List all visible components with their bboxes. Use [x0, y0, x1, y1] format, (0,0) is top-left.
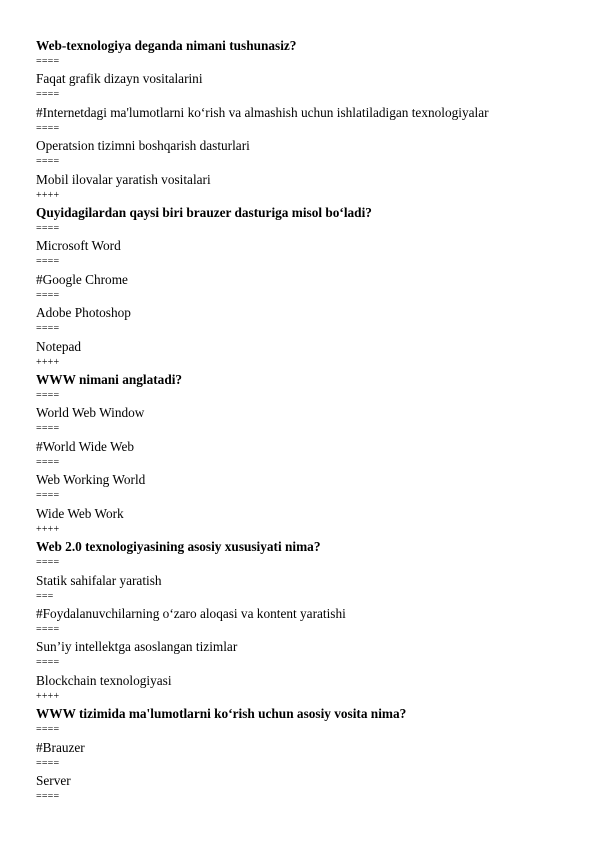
separator-marker: ==== — [36, 223, 60, 235]
separator-marker: ==== — [36, 557, 60, 569]
separator-marker: ==== — [36, 289, 60, 301]
question-text: WWW tizimida ma'lumotlarni ko‘rish uchun asosiy vosita nima? — [36, 706, 407, 722]
separator-marker: === — [36, 590, 54, 602]
answer-option: World Web Window — [36, 405, 145, 421]
separator-marker: ==== — [36, 89, 60, 101]
answer-option: Notepad — [36, 338, 82, 354]
separator-marker: ++++ — [36, 189, 60, 201]
separator-marker: ++++ — [36, 523, 60, 535]
answer-option: Statik sahifalar yaratish — [36, 572, 162, 588]
answer-option: Microsoft Word — [36, 238, 121, 254]
separator-marker: ==== — [36, 122, 60, 134]
question-text: Quyidagilardan qaysi biri brauzer dasturiga misol bo‘ladi? — [36, 205, 372, 221]
separator-marker: ==== — [36, 623, 60, 635]
answer-option: #Google Chrome — [36, 271, 128, 287]
answer-option: Adobe Photoshop — [36, 305, 131, 321]
answer-option: Web Working World — [36, 472, 146, 488]
answer-option: Blockchain texnologiyasi — [36, 672, 172, 688]
separator-marker: ==== — [36, 423, 60, 435]
separator-marker: ==== — [36, 657, 60, 669]
answer-option: #Foydalanuvchilarning o‘zaro aloqasi va kontent yaratishi — [36, 605, 346, 621]
answer-option: Mobil ilovalar yaratish vositalari — [36, 171, 211, 187]
question-text: Web-texnologiya deganda nimani tushunasiz? — [36, 38, 297, 53]
answer-option: #World Wide Web — [36, 438, 135, 454]
answer-option: #Brauzer — [36, 739, 85, 755]
separator-marker: ==== — [36, 156, 60, 168]
answer-option: Operatsion tizimni boshqarish dasturlari — [36, 138, 250, 154]
question-text: WWW nimani anglatadi? — [36, 372, 183, 388]
answer-option: Wide Web Work — [36, 505, 124, 521]
separator-marker: ++++ — [36, 356, 60, 368]
separator-marker: ==== — [36, 323, 60, 335]
separator-marker: ++++ — [36, 690, 60, 702]
separator-marker: ==== — [36, 456, 60, 468]
question-text: Web 2.0 texnologiyasining asosiy xususiyati nima? — [36, 539, 321, 555]
separator-marker: ==== — [36, 490, 60, 502]
separator-marker: ==== — [36, 757, 60, 769]
answer-option: Server — [36, 772, 71, 788]
separator-marker: ==== — [36, 790, 60, 802]
answer-option: Faqat grafik dizayn vositalarini — [36, 71, 203, 87]
separator-marker: ==== — [36, 390, 60, 402]
separator-marker: ==== — [36, 56, 60, 67]
answer-option: Sun’iy intellektga asoslangan tizimlar — [36, 639, 238, 655]
separator-marker: ==== — [36, 724, 60, 736]
separator-marker: ==== — [36, 256, 60, 268]
answer-option: #Internetdagi ma'lumotlarni ko‘rish va almashish uchun ishlatiladigan texnologiyalar — [36, 104, 489, 120]
document-body — [36, 37, 566, 805]
